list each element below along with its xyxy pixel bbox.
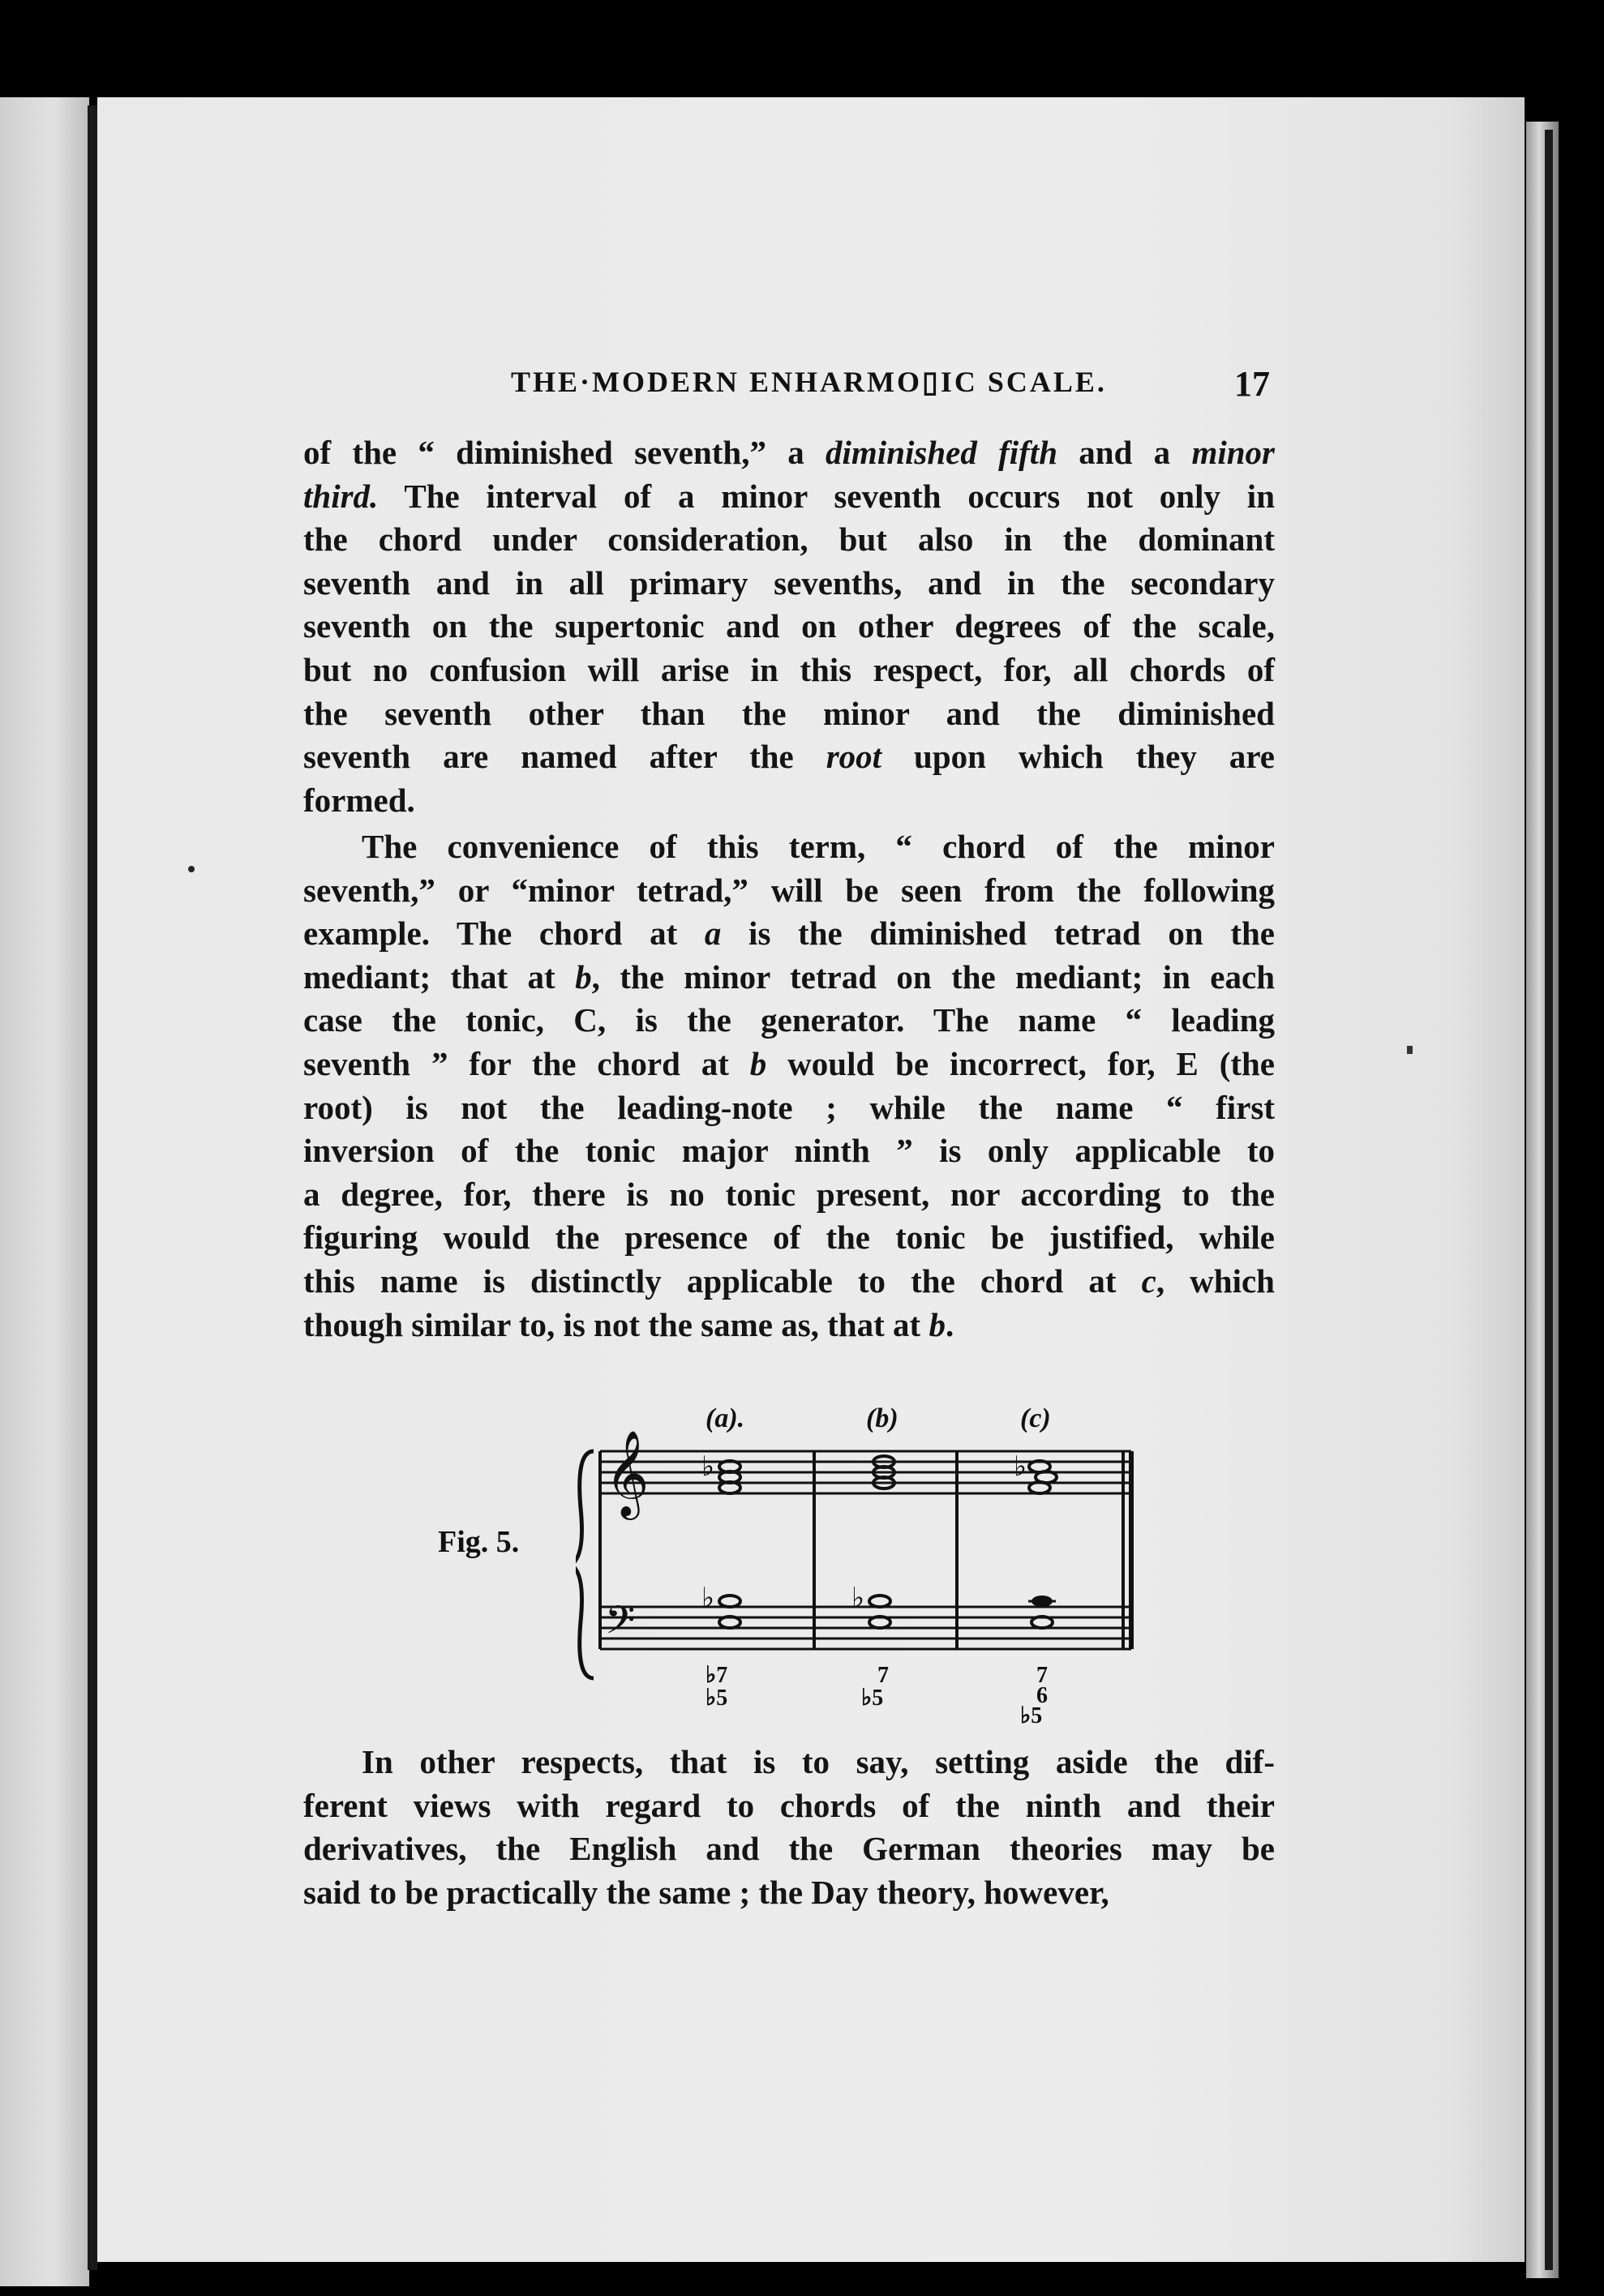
svg-text:♭: ♭ (1014, 1450, 1027, 1483)
text-line: seventh and in all primary sevenths, and in the secondary (303, 563, 1275, 602)
text-line: The convenience of this term, “ chord of the minor (362, 828, 1275, 865)
page-number: 17 (1234, 364, 1270, 404)
grand-staff-brace (576, 1451, 594, 1678)
svg-text:♭: ♭ (701, 1450, 715, 1483)
running-head: THE·MODERN ENHARMO▯IC SCALE. (511, 366, 1107, 398)
figured-bass-c-bottom: ♭5 (1020, 1703, 1043, 1728)
text-line: ferent views with regard to chords of the ninth and their (303, 1786, 1275, 1824)
paragraph-2 (303, 825, 1275, 1347)
stray-mark (188, 866, 195, 872)
chord-label-c: (c) (1020, 1403, 1051, 1433)
figured-bass-a-bottom: ♭5 (706, 1686, 728, 1711)
svg-text:♭: ♭ (701, 1582, 715, 1614)
text-line: formed. (303, 781, 415, 819)
page-edge-shadow (1545, 130, 1553, 2270)
svg-text:♭: ♭ (851, 1582, 865, 1614)
chord-a-notes (701, 1450, 740, 1628)
text-line: derivatives, the English and the German theories may be (303, 1830, 1275, 1868)
figure-label: Fig. 5. (438, 1525, 520, 1559)
text-line: the seventh other than the minor and the diminished (303, 694, 1275, 732)
text-line: said to be practically the same ; the Day theory, however, (303, 1873, 1109, 1911)
figured-bass-b-bottom: ♭5 (861, 1686, 884, 1711)
text-line: In other respects, that is to say, setting aside the dif- (362, 1743, 1275, 1780)
text-line: third. The interval of a minor seventh occurs not only in (303, 477, 1275, 515)
text-line: of the “ diminished seventh,” a diminished fifth and a minor (303, 434, 1275, 471)
text-line: though similar to, is not the same as, that at b. (303, 1305, 954, 1343)
chord-label-b: (b) (866, 1403, 898, 1433)
text-line: mediant; that at b, the minor tetrad on the mediant; in each (303, 957, 1275, 996)
chord-label-a: (a). (706, 1403, 745, 1433)
paragraph-1 (303, 431, 1275, 822)
bass-staff (600, 1607, 1131, 1649)
right-page-edge (1526, 122, 1559, 2278)
music-example-figure (576, 1394, 1143, 1735)
paragraph-3 (303, 1741, 1275, 1914)
binding-shadow (88, 105, 97, 2270)
figured-bass-c-top: 7 (1036, 1663, 1048, 1688)
text-line: root) is not the leading-note ; while the name “ first (303, 1088, 1275, 1126)
chord-c-notes (1014, 1450, 1057, 1628)
text-line: seventh on the supertonic and on other degrees of the scale, (303, 607, 1275, 645)
left-page-edge (0, 97, 89, 2286)
text-line: case the tonic, C, is the generator. The name “ leading (303, 1001, 1275, 1039)
figured-bass-c-middle: 6 (1036, 1683, 1048, 1708)
text-line: a degree, for, there is no tonic present, nor according to the (303, 1175, 1275, 1213)
text-line: figuring would the presence of the tonic be justified, while (303, 1219, 1275, 1257)
text-line: seventh ” for the chord at b would be incorrect, for, E (the (303, 1044, 1275, 1082)
treble-clef-icon: 𝄞 (605, 1429, 650, 1516)
text-line: inversion of the tonic major ninth ” is only applicable to (303, 1132, 1275, 1170)
text-line: but no confusion will arise in this respect, for, all chords of (303, 650, 1275, 688)
text-line: seventh,” or “minor tetrad,” will be seen from the following (303, 871, 1275, 909)
figured-bass-b-top: 7 (877, 1663, 889, 1688)
bass-clef-icon: 𝄢 (605, 1597, 636, 1652)
figured-bass-a-top: ♭7 (706, 1663, 728, 1688)
text-line: this name is distinctly applicable to the chord at c, which (303, 1262, 1275, 1300)
text-line: seventh are named after the root upon which they are (303, 738, 1275, 776)
text-line: example. The chord at a is the diminished tetrad on the (303, 915, 1275, 953)
stray-mark-right (1407, 1046, 1413, 1054)
text-line: the chord under consideration, but also in the dominant (303, 520, 1275, 559)
